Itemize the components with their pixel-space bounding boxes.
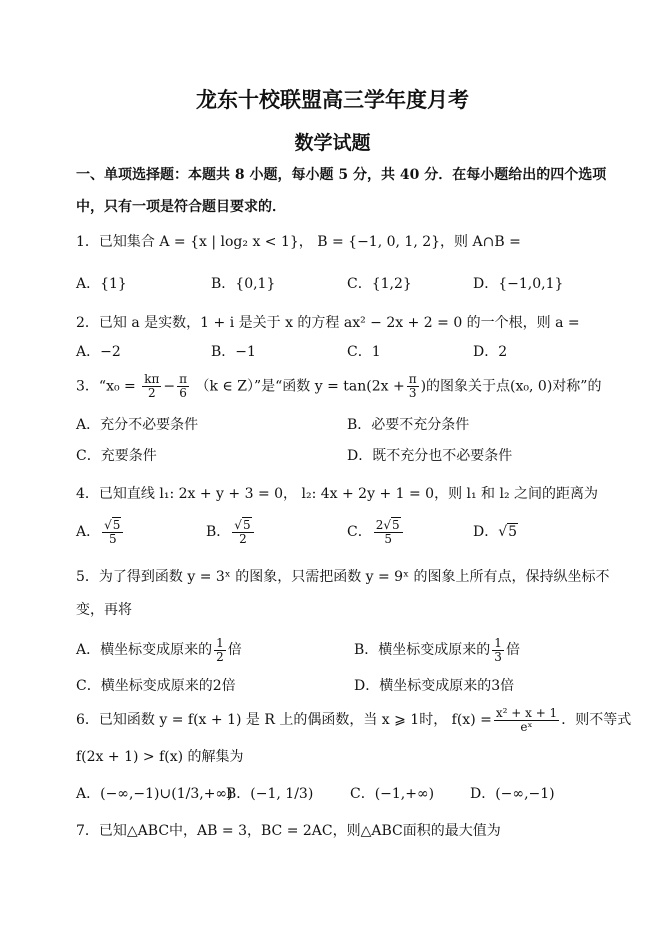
- q4-option-a-radicand: 5: [112, 517, 121, 532]
- q5-option-b-fraction: [492, 637, 504, 664]
- q4-option-b-label: B．: [206, 524, 231, 540]
- q6-frac-denominator: eˣ: [520, 719, 533, 734]
- q6-stem-line2: f(2x + 1) > f(x) 的解集为: [76, 749, 244, 765]
- q6-option-a: A．(−∞,−1)∪(1/3,+∞): [76, 786, 233, 802]
- q5-stem-line1: 5．为了得到函数 y = 3ˣ 的图象，只需把函数 y = 9ˣ 的图象上所有点，保持纵坐标不: [76, 569, 610, 585]
- q1-option-a: A．{1}: [76, 276, 127, 292]
- q5-option-a-suffix: 倍: [227, 642, 242, 658]
- q1-option-b: B．{0,1}: [211, 276, 276, 292]
- q4-option-b-numerator: √5: [232, 519, 253, 533]
- q5-option-a-numerator: 1: [216, 635, 224, 650]
- q4-option-a-label: A．: [76, 524, 101, 540]
- q6-stem: [76, 705, 631, 735]
- q4-option-b-radicand: 5: [242, 517, 251, 532]
- q3-fraction-k-pi-over-2: [142, 373, 161, 400]
- q6-option-c: C．(−1,+∞): [350, 786, 435, 802]
- q3-fraction-pi-over-6: [177, 373, 189, 400]
- q6-frac-numerator: x² + x + 1: [495, 705, 558, 720]
- q3-minus: −: [163, 378, 176, 395]
- q5-option-b-denominator: 3: [494, 649, 502, 664]
- q3-frac1-numerator: kπ: [144, 372, 160, 386]
- q4-option-a-denominator: 5: [108, 531, 117, 546]
- q3-fraction-pi-over-3: [407, 373, 419, 400]
- q5-option-d: D．横坐标变成原来的3倍: [354, 678, 515, 694]
- q4-option-a: [76, 514, 125, 550]
- q3-stem: [76, 373, 601, 400]
- q3-option-a: A．充分不必要条件: [76, 417, 199, 433]
- q2-option-c: C．1: [347, 344, 381, 360]
- page-subtitle: 数学试题: [294, 132, 371, 154]
- q5-option-b-numerator: 1: [494, 635, 502, 650]
- q1-stem: 1．已知集合 A = {x | log₂ x < 1}， B = {−1, 0, 1, 2}，则 A∩B =: [76, 234, 521, 250]
- q4-option-b-denominator: 2: [239, 531, 247, 546]
- q6-stem-text: 6．已知函数 y = f(x + 1) 是 R 上的偶函数，当 x ⩾ 1时， f(x) =: [76, 712, 492, 728]
- q5-option-c: C．横坐标变成原来的2倍: [76, 678, 236, 694]
- q4-option-d-label: D．: [473, 524, 499, 540]
- q5-option-b: [354, 633, 520, 667]
- section-heading-line1: 一、单项选择题：本题共 8 小题，每小题 5 分，共 40 分．在每小题给出的四个选项: [76, 167, 607, 183]
- q5-option-b-text: B．横坐标变成原来的: [354, 642, 491, 658]
- q4-stem: 4．已知直线 l₁: 2x + y + 3 = 0， l₂: 4x + 2y + 1 = 0，则 l₁ 和 l₂ 之间的距离为: [76, 486, 599, 502]
- page-title: 龙东十校联盟高三学年度月考: [196, 87, 469, 112]
- q2-option-a: A．−2: [76, 344, 121, 360]
- q5-option-a-denominator: 2: [216, 649, 224, 664]
- q4-option-c: [347, 514, 405, 550]
- q4-option-d-radicand: 5: [508, 524, 518, 540]
- q3-frac1-denominator: 2: [148, 386, 156, 400]
- q5-option-a-fraction: [214, 637, 226, 664]
- q5-option-a-text: A．横坐标变成原来的: [76, 642, 213, 658]
- q6-option-d: D．(−∞,−1): [470, 786, 555, 802]
- q4-option-c-label: C．: [347, 524, 372, 540]
- q6-stem-suffix: ．则不等式: [561, 712, 632, 728]
- q3-frac2-denominator: 6: [179, 386, 187, 400]
- section-heading-line2: 中，只有一项是符合题目要求的．: [76, 199, 286, 215]
- q2-option-b: B．−1: [211, 344, 256, 360]
- q7-stem: 7．已知△ABC中，AB = 3，BC = 2AC，则△ABC面积的最大值为: [76, 823, 501, 839]
- q2-option-d: D．2: [473, 344, 508, 360]
- q3-condition: （k ∈ Z）”是“函数 y = tan(2x +: [195, 378, 405, 395]
- q6-option-b: B．(−1, 1/3): [226, 786, 314, 802]
- q4-option-c-numerator: 2√5: [374, 519, 403, 533]
- q5-stem-line2: 变，再将: [76, 602, 132, 618]
- q4-option-c-radicand: 5: [392, 517, 400, 532]
- q3-option-c: C．充要条件: [76, 448, 157, 464]
- q4-option-b-fraction: [232, 519, 253, 546]
- q3-option-d: D．既不充分也不必要条件: [347, 448, 513, 464]
- q5-option-b-suffix: 倍: [505, 642, 520, 658]
- q4-option-a-fraction: [102, 519, 123, 546]
- q3-option-b: B．必要不充分条件: [347, 417, 470, 433]
- q1-option-c: C．{1,2}: [347, 276, 412, 292]
- q4-option-d: D．√5: [473, 524, 518, 540]
- q3-frac3-numerator: π: [408, 372, 417, 386]
- q3-prefix: 3．“: [76, 378, 107, 395]
- q4-option-c-fraction: [374, 519, 403, 546]
- q5-option-a: [76, 633, 242, 667]
- q2-stem: 2．已知 a 是实数，1 + i 是关于 x 的方程 ax² − 2x + 2 = 0 的一个根，则 a =: [76, 315, 580, 331]
- q6-fraction: [494, 707, 559, 734]
- q3-suffix: )的图象关于点(x₀, 0)对称”的: [420, 378, 602, 395]
- q1-option-d: D．{−1,0,1}: [473, 276, 564, 292]
- q3-frac3-denominator: 3: [408, 386, 417, 400]
- q4-option-c-denominator: 5: [384, 531, 392, 546]
- q3-frac2-numerator: π: [179, 372, 188, 386]
- q4-option-b: [206, 514, 256, 550]
- q3-x0: x₀ =: [106, 378, 136, 395]
- q4-option-a-numerator: √5: [102, 519, 123, 533]
